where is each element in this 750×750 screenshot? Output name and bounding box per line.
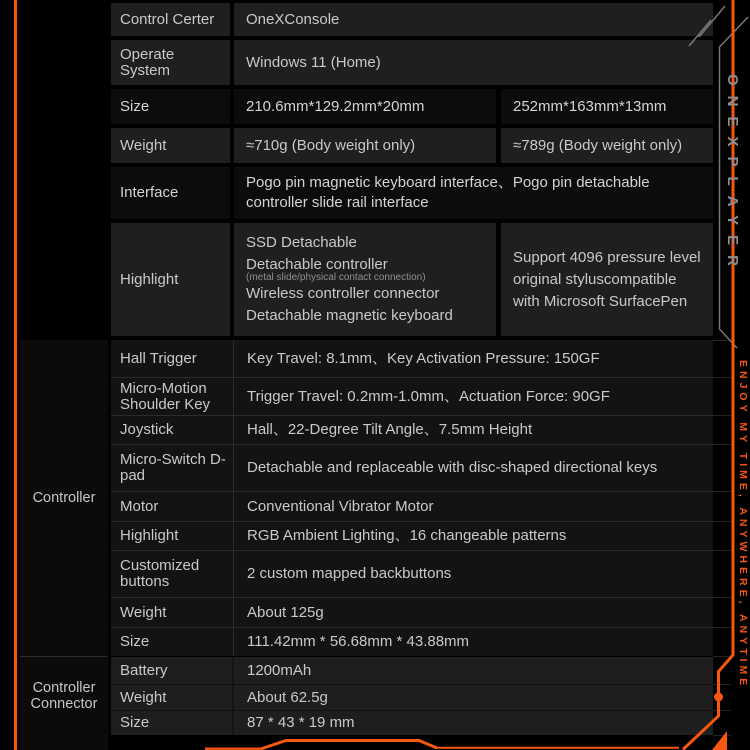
spec-value: Windows 11 (Home) (246, 53, 381, 71)
spec-row (111, 167, 713, 219)
spec-value-line: SSD Detachable (246, 234, 357, 251)
spec-label: Highlight (111, 522, 234, 550)
spec-value-line: Detachable magnetic keyboard (246, 307, 453, 324)
spec-row (111, 684, 713, 710)
spec-row (111, 657, 713, 684)
spec-row (111, 3, 713, 36)
spec-value: ≈710g (Body weight only) (234, 128, 501, 163)
corner-triangle-icon (712, 731, 727, 750)
spec-value: 210.6mm*129.2mm*20mm (234, 89, 501, 124)
spec-row (111, 128, 713, 163)
spec-label: Micro-Switch D-pad (111, 445, 234, 491)
circuit-node-dot (714, 693, 723, 702)
spec-value: 2 custom mapped backbuttons (247, 565, 452, 582)
spec-row (111, 710, 713, 735)
spec-value: Detachable and replaceable with disc-shaped directional keys (247, 459, 658, 476)
spec-value: Key Travel: 8.1mm、Key Activation Pressure: 150GF (247, 349, 600, 367)
spec-label: Customized buttons (111, 551, 234, 597)
spec-value-line: Support 4096 pressure level (513, 248, 701, 266)
spec-label: Weight (111, 685, 234, 710)
spec-value-line: (metal slide/physical contact connection) (246, 272, 426, 283)
sidebar-section-connector (20, 657, 108, 750)
spec-label: Hall Trigger (111, 340, 234, 377)
slogan-vertical-text: ENJOY MY TIME, ANYWHERE, ANYTIME (737, 360, 749, 690)
spec-value (234, 223, 501, 336)
spec-value: About 125g (247, 603, 324, 621)
spec-label: Size (111, 711, 234, 735)
spec-value-2: 252mm*163mm*13mm (513, 97, 667, 115)
spec-row (111, 340, 713, 377)
spec-label: Operate System (111, 40, 234, 85)
spec-label: Interface (111, 167, 234, 219)
spec-value-2: ≈789g (Body weight only) (513, 136, 683, 154)
spec-value: OneXConsole (246, 10, 340, 28)
spec-value: Hall、22-Degree Tilt Angle、7.5mm Height (247, 421, 533, 438)
spec-value: Trigger Travel: 0.2mm-1.0mm、Actuation Force: 90GF (247, 387, 610, 405)
spec-row (111, 40, 713, 85)
bottom-notch-line (205, 741, 679, 749)
spec-value-2 (501, 223, 713, 336)
spec-row (111, 521, 713, 550)
spec-label: Micro-Motion Shoulder Key (111, 378, 234, 415)
spec-value: Conventional Vibrator Motor (247, 497, 434, 515)
spec-value: Pogo pin magnetic keyboard interface、Pogo pin detachable controller slide rail interface (246, 174, 650, 211)
spec-value: 111.42mm * 56.68mm * 43.88mm (247, 633, 470, 650)
spec-label: Motor (111, 492, 234, 521)
spec-label: Joystick (111, 416, 234, 444)
spec-label: Weight (111, 128, 234, 163)
spec-label: Control Certer (111, 3, 234, 36)
spec-value: 87 * 43 * 19 mm (247, 714, 355, 731)
spec-row (111, 491, 713, 521)
spec-row (111, 415, 713, 444)
spec-value-line: with Microsoft SurfacePen (513, 292, 688, 310)
row-line-extensions (713, 341, 731, 736)
spec-value: 1200mAh (247, 661, 312, 679)
sidebar-controller-label: Controller (32, 490, 96, 506)
spec-row (111, 597, 713, 627)
brand-vertical-text: ONEXPLAYER (724, 74, 741, 276)
spec-label: Highlight (111, 223, 234, 336)
spec-table-controller (111, 340, 713, 656)
spec-row (111, 444, 713, 491)
spec-value-line: Wireless controller connector (246, 285, 440, 302)
spec-value: RGB Ambient Lighting、16 changeable patterns (247, 527, 567, 544)
sidebar-section-controller (20, 340, 108, 657)
spec-label: Size (111, 89, 234, 124)
spec-label: Size (111, 628, 234, 656)
spec-label: Weight (111, 598, 234, 627)
spec-label: Battery (111, 657, 234, 684)
spec-row (111, 377, 713, 415)
left-accent-rail (14, 0, 17, 750)
spec-value-line: original styluscompatible (513, 270, 677, 288)
spec-value: About 62.5g (247, 688, 328, 706)
spec-table-connector (111, 657, 713, 735)
spec-row (111, 223, 713, 336)
spec-row (111, 627, 713, 656)
spec-row (111, 550, 713, 597)
spec-row (111, 89, 713, 124)
spec-value-line: Detachable controller (246, 256, 388, 273)
sidebar-connector-label: Controller Connector (30, 680, 98, 712)
